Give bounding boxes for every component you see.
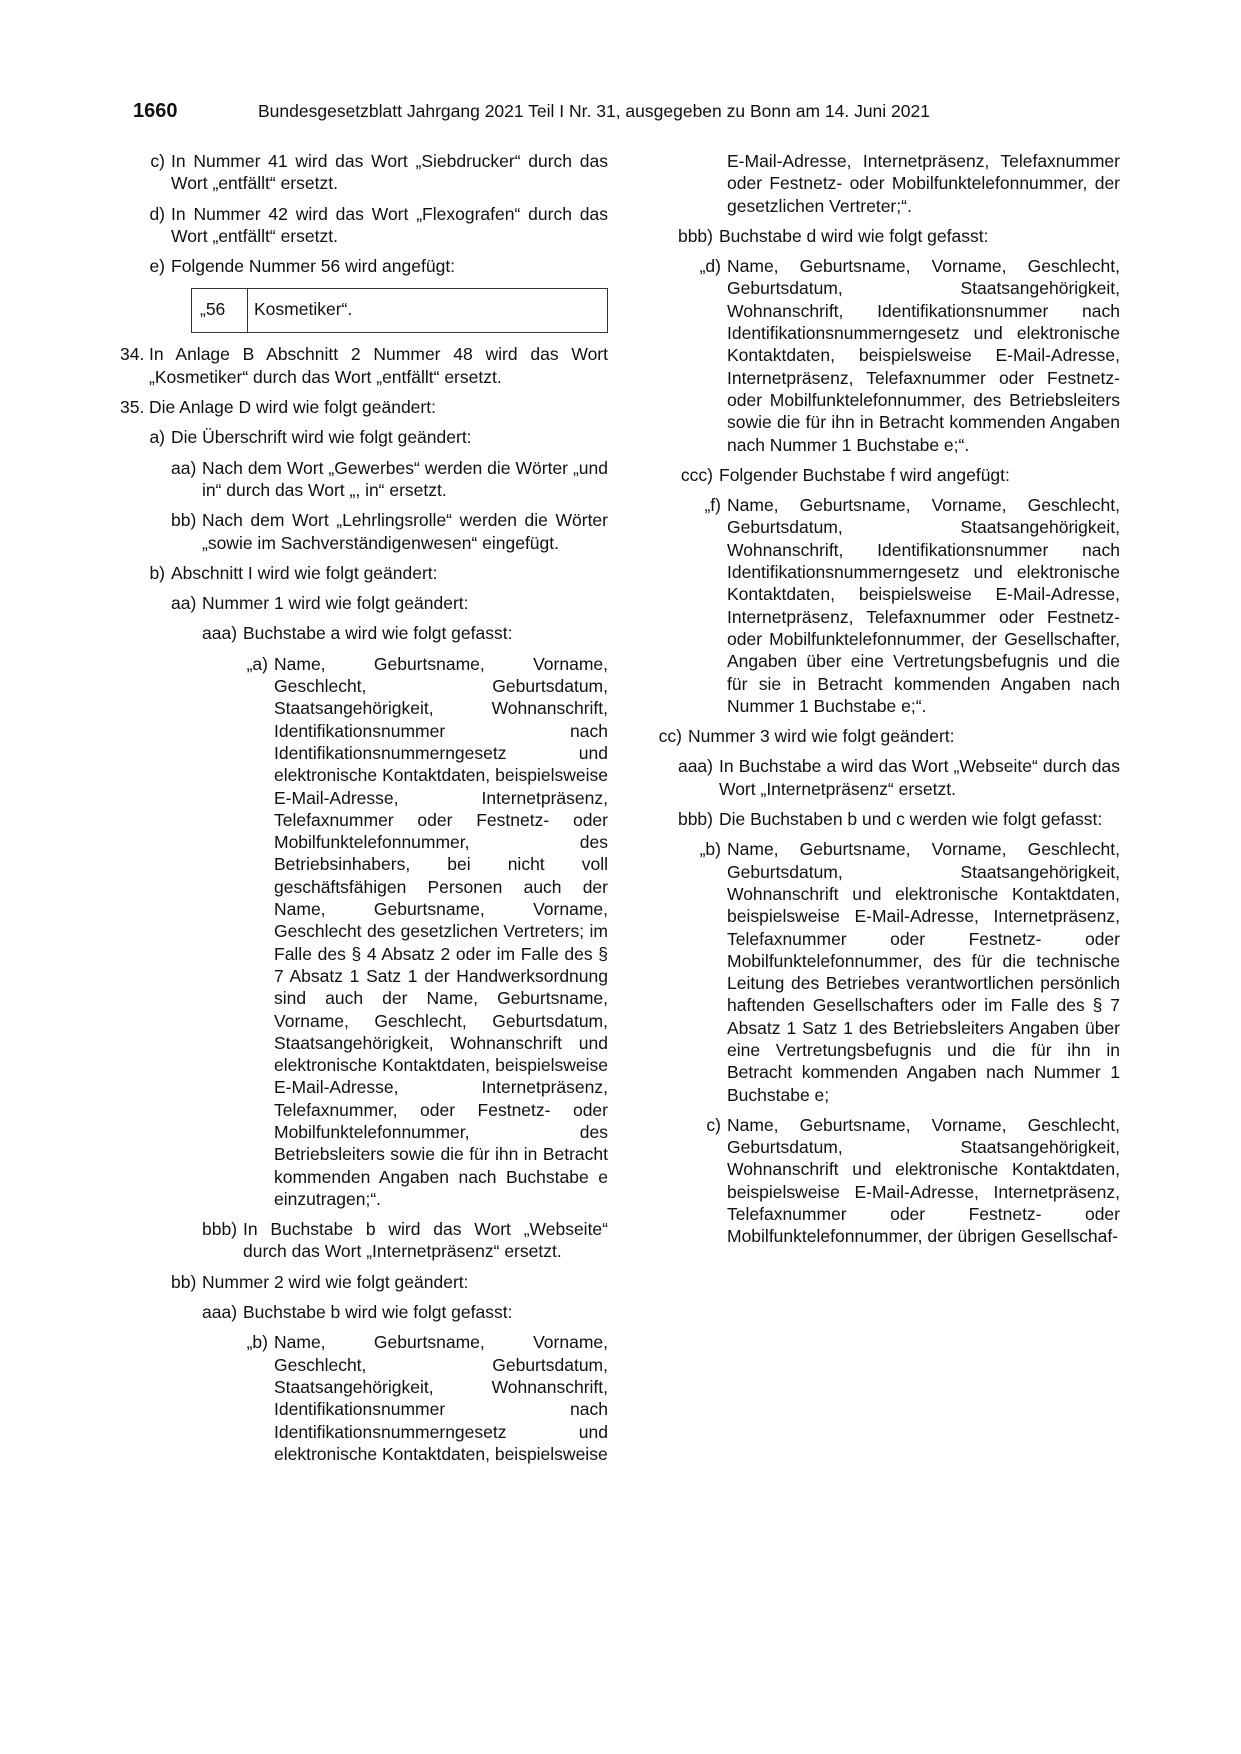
item-text: Nach dem Wort „Gewerbes“ werden die Wörter „und in“ durch das Wort „, in“ ersetzt. xyxy=(202,457,608,500)
item-text: Buchstabe d wird wie folgt gefasst: xyxy=(719,225,989,246)
quote-d xyxy=(696,255,1120,456)
table-cell-text: Kosmetiker“. xyxy=(254,299,353,320)
item-cc xyxy=(634,725,1120,747)
item-label: bbb) xyxy=(677,225,713,246)
item-ccc-f xyxy=(665,464,1120,486)
item-label: „b) xyxy=(246,1332,268,1353)
item-label: a) xyxy=(149,427,165,448)
item-label: bbb) xyxy=(677,809,713,830)
item-label: aaa) xyxy=(202,1302,238,1323)
item-text: In Nummer 42 wird das Wort „Flexografen“ durch das Wort „entfällt“ ersetzt. xyxy=(171,203,608,246)
quote-b-continued xyxy=(696,150,1120,217)
item-35 xyxy=(120,396,608,418)
item-text: In Buchstabe b wird das Wort „Webseite“ durch das Wort „Internetpräsenz“ ersetzt. xyxy=(243,1219,608,1262)
item-d xyxy=(142,203,608,248)
item-label: „a) xyxy=(246,653,268,674)
item-label: aaa) xyxy=(202,623,238,644)
quote-a xyxy=(243,653,608,1210)
quote-f xyxy=(696,494,1120,717)
page-number: 1660 xyxy=(133,100,178,122)
item-text: Folgende Nummer 56 wird angefügt: xyxy=(171,256,456,277)
page-header xyxy=(133,98,986,128)
item-label: „d) xyxy=(699,256,721,277)
item-label: 35. xyxy=(120,397,145,418)
item-label: d) xyxy=(149,203,165,224)
item-35-b-aa xyxy=(171,592,608,614)
item-label: ccc) xyxy=(680,464,713,485)
item-text: Nummer 3 wird wie folgt geändert: xyxy=(688,726,955,747)
item-35-b-aa-bbb xyxy=(202,1218,608,1263)
item-text: Die Überschrift wird wie folgt geändert: xyxy=(171,427,472,448)
item-text: Name, Geburtsname, Vorname, Geschlecht, Geburtsdatum, Staatsangehörigkeit, Wohnanschrift, Identifikationsnummer nach Identifikationsnummerngesetz und elektronische Kontaktdaten, beispielsweise E-Mail-Adresse, Internetpräsenz, Telefaxnummer oder Festnetz- oder Mobilfunktelefonnummer, des Betriebsinhabers, bei nicht voll geschäftsfähigen Personen auch der Name, Geburtsname, Vorname, Geschlecht des gesetzlichen Vertreters; im Falle des § 4 Absatz 2 oder im Falle des § 7 Absatz 1 Satz 1 der Handwerksordnung sind auch der Name, Geburtsname, Vorname, Geschlecht, Geburtsdatum, Staatsangehörigkeit, Wohnanschrift und elektronische Kontaktdaten, beispielsweise E-Mail-Adresse, Internetpräsenz, Telefaxnummer, oder Festnetz- oder Mobilfunktelefonnummer, des Betriebsleiters sowie die für ihn in Betracht kommenden Angaben nach Buchstabe e einzutragen;“. xyxy=(274,653,608,1209)
item-c xyxy=(142,150,608,195)
item-text: Nummer 2 wird wie folgt geändert: xyxy=(202,1271,469,1292)
item-label: aa) xyxy=(171,593,197,614)
item-e xyxy=(142,255,608,277)
item-label: aa) xyxy=(171,457,197,478)
item-35-a xyxy=(142,426,608,448)
item-label: b) xyxy=(149,562,165,583)
item-35-b xyxy=(142,562,608,584)
item-text: Die Buchstaben b und c werden wie folgt gefasst: xyxy=(719,809,1103,830)
insert-table xyxy=(191,288,608,333)
item-label: e) xyxy=(149,256,165,277)
item-text: Name, Geburtsname, Vorname, Geschlecht, Geburtsdatum, Staatsangehörigkeit, Wohnanschrift und elektronische Kontaktdaten, beispielsweise E-Mail-Adresse, Internetpräsenz, Telefaxnummer oder Festnetz- oder Mobilfunktelefonnummer, der übrigen Gesellschaf- xyxy=(727,1114,1120,1247)
item-label: bb) xyxy=(171,510,197,531)
item-text: In Buchstabe a wird das Wort „Webseite“ durch das Wort „Internetpräsenz“ ersetzt. xyxy=(719,756,1120,799)
item-label: bb) xyxy=(171,1271,197,1292)
item-text: Name, Geburtsname, Vorname, Geschlecht, Geburtsdatum, Staatsangehörigkeit, Wohnanschrift, Identifikationsnummer nach Identifikationsnummerngesetz und elektronische Kontaktdaten, beispielsweise E-Mail-Adresse, Internetpräsenz, Telefaxnummer oder Festnetz- oder Mobilfunktelefonnummer, der Gesellschafter, Angaben über eine Vertretungsbefugnis und die für sie in Betracht kommenden Angaben nach Nummer 1 Buchstabe e;“. xyxy=(727,495,1120,716)
table-cell-number: „56 xyxy=(192,289,248,332)
item-text: Buchstabe a wird wie folgt gefasst: xyxy=(243,623,513,644)
item-35-b-bb xyxy=(171,1271,608,1293)
item-label: bbb) xyxy=(202,1219,238,1240)
item-35-a-bb xyxy=(171,509,608,554)
item-label: aaa) xyxy=(677,756,713,777)
item-text: Name, Geburtsname, Vorname, Geschlecht, Geburtsdatum, Staatsangehörigkeit, Wohnanschrift und elektronische Kontaktdaten, beispielsweise E-Mail-Adresse, Internetpräsenz, Telefaxnummer oder Festnetz- oder Mobilfunktelefonnummer, des für die technische Leitung des Betriebes verantwortlichen persönlich haftenden Gesellschafters oder im Falle des § 7 Absatz 1 Satz 1 des Betriebsleiters Angaben über eine Vertretungsbefugnis und die für ihn in Betracht kommenden Angaben nach Nummer 1 Buchstabe e; xyxy=(727,839,1120,1105)
item-text: Abschnitt I wird wie folgt geändert: xyxy=(171,562,438,583)
item-35-a-aa xyxy=(171,457,608,502)
item-cc-bbb xyxy=(665,808,1120,830)
item-34 xyxy=(120,343,608,388)
item-bbb-d xyxy=(665,225,1120,247)
item-label: 34. xyxy=(120,344,145,365)
item-text: Name, Geburtsname, Vorname, Geschlecht, Geburtsdatum, Staatsangehörigkeit, Wohnanschrift, Identifikationsnummer nach Identifikationsnummerngesetz und elektronische Kontaktdaten, beispielsweise xyxy=(274,1332,608,1464)
item-35-b-aa-aaa xyxy=(202,622,608,644)
left-column xyxy=(120,150,608,1465)
right-column xyxy=(658,150,1120,1248)
item-label: c) xyxy=(706,1114,721,1135)
item-35-b-bb-aaa xyxy=(202,1301,608,1323)
item-label: cc) xyxy=(658,726,682,747)
item-cc-aaa xyxy=(665,755,1120,800)
item-label: „b) xyxy=(699,839,721,860)
quote-c xyxy=(696,1114,1120,1248)
item-text: Nach dem Wort „Lehrlingsrolle“ werden die Wörter „sowie im Sachverständigenwesen“ eingefügt. xyxy=(202,510,608,553)
item-label: c) xyxy=(150,151,165,171)
item-text: Die Anlage D wird wie folgt geändert: xyxy=(149,397,436,418)
quote-b xyxy=(243,1331,608,1465)
item-text: Buchstabe b wird wie folgt gefasst: xyxy=(243,1302,513,1323)
running-title: Bundesgesetzblatt Jahrgang 2021 Teil I Nr. 31, ausgegeben zu Bonn am 14. Juni 2021 xyxy=(258,101,930,121)
item-text: Nummer 1 wird wie folgt geändert: xyxy=(202,593,469,614)
item-text: Folgender Buchstabe f wird angefügt: xyxy=(719,464,1010,485)
item-text: In Anlage B Abschnitt 2 Nummer 48 wird das Wort „Kosmetiker“ durch das Wort „entfällt“ ersetzt. xyxy=(149,344,608,387)
item-label: „f) xyxy=(704,495,721,516)
item-text: E-Mail-Adresse, Internetpräsenz, Telefaxnummer oder Festnetz- oder Mobilfunktelefonnummer, der gesetzlichen Vertreter;“. xyxy=(727,151,1120,216)
item-text: In Nummer 41 wird das Wort „Siebdrucker“ durch das Wort „entfällt“ ersetzt. xyxy=(171,151,608,194)
quote-b2 xyxy=(696,838,1120,1106)
item-text: Name, Geburtsname, Vorname, Geschlecht, Geburtsdatum, Staatsangehörigkeit, Wohnanschrift, Identifikationsnummer nach Identifikationsnummerngesetz und elektronische Kontaktdaten, beispielsweise E-Mail-Adresse, Internetpräsenz, Telefaxnummer oder Festnetz- oder Mobilfunktelefonnummer, des Betriebsleiters sowie die für ihn in Betracht kommenden Angaben nach Nummer 1 Buchstabe e;“. xyxy=(727,256,1120,455)
